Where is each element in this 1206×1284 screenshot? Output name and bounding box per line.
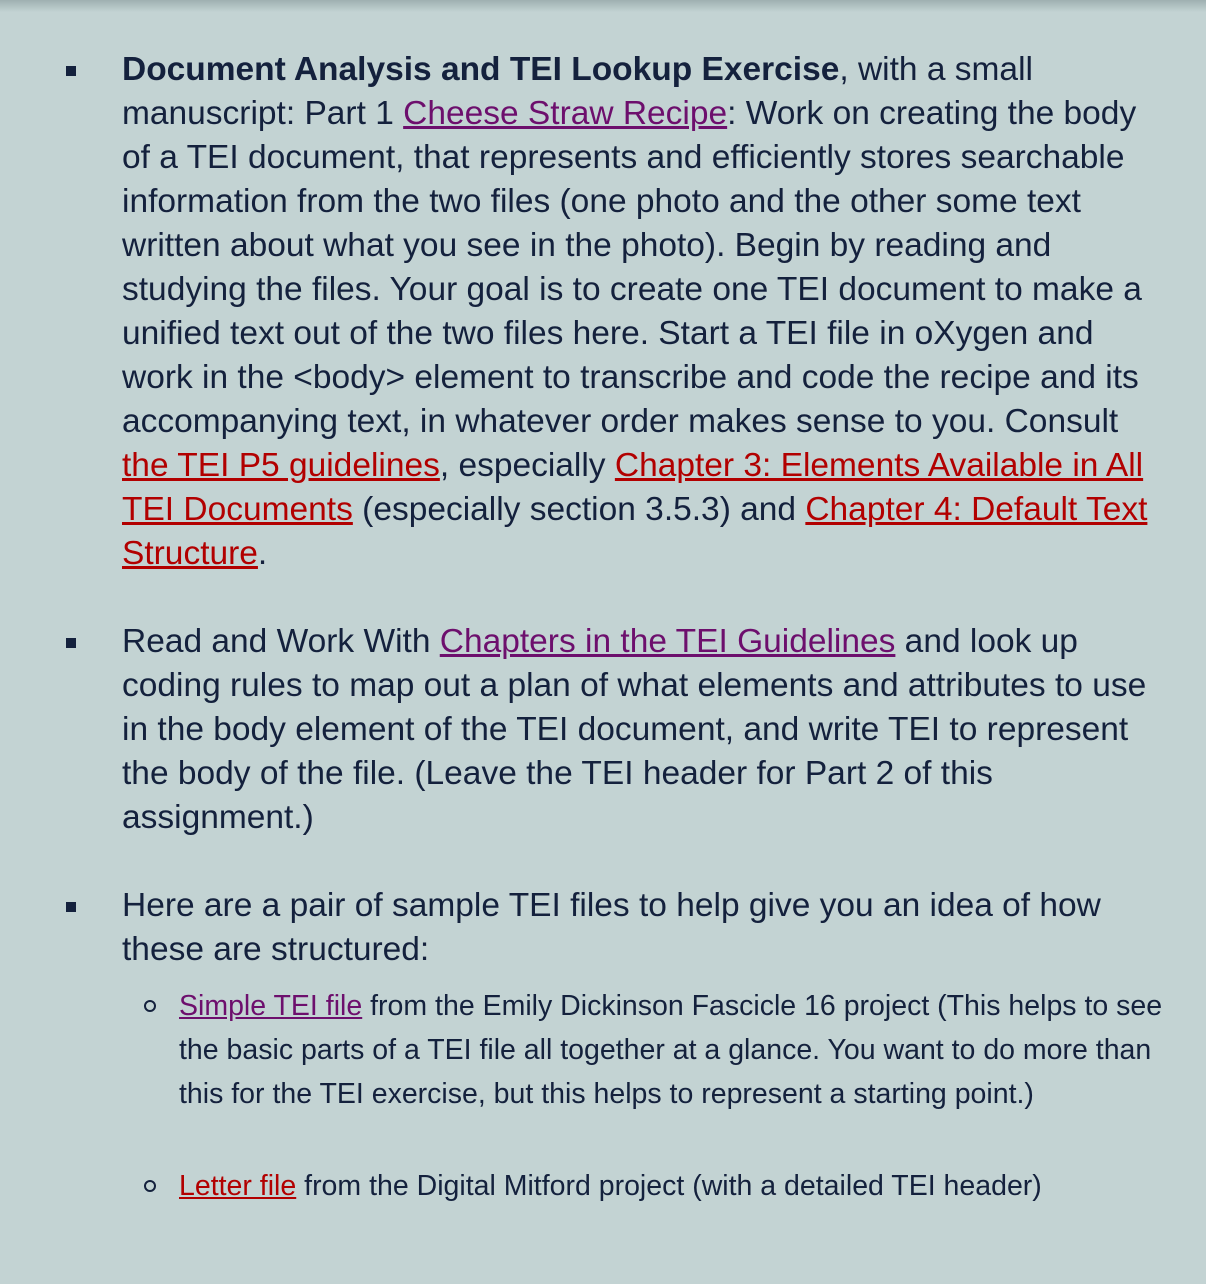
circle-bullet-icon [144, 1180, 156, 1192]
text-segment: Read and Work With [122, 623, 440, 660]
top-shadow [0, 0, 1206, 12]
sub-item-simple-tei [179, 984, 1169, 1116]
letter-file-link[interactable]: Letter file [179, 1170, 297, 1202]
list-item-text [122, 48, 1162, 576]
text-segment: from the Digital Mitford project (with a detailed TEI header) [296, 1170, 1042, 1202]
text-segment: and look up coding rules to map out a plan of what elements and attributes to use in the body element of the TEI document, and write TEI to represent the body of the file. (Leave the TEI header for Part 2 of this assignment.) [122, 623, 1147, 836]
list-item-sample-files [122, 884, 1162, 972]
square-bullet-icon [66, 66, 76, 76]
list-item-text [122, 620, 1162, 840]
square-bullet-icon [66, 638, 76, 648]
cheese-straw-recipe-link[interactable]: Cheese Straw Recipe [403, 95, 728, 132]
tei-p5-guidelines-link[interactable]: the TEI P5 guidelines [122, 447, 440, 484]
exercise-title: Document Analysis and TEI Lookup Exercise [122, 51, 840, 88]
text-segment: , especially [439, 447, 615, 484]
text-segment: , with a small manuscript: Part 1 [122, 51, 1033, 132]
simple-tei-file-link[interactable]: Simple TEI file [179, 990, 363, 1022]
chapter-3-link[interactable]: Chapter 3: Elements Available in All TEI Documents [122, 447, 1144, 528]
text-segment: . [257, 535, 268, 572]
list-item-read-and-work [122, 620, 1162, 840]
square-bullet-icon [66, 902, 76, 912]
text-segment: (especially section 3.5.3) and [352, 491, 806, 528]
list-item-document-analysis [122, 48, 1162, 576]
chapter-4-link[interactable]: Chapter 4: Default Text Structure [122, 491, 1148, 572]
text-segment: from the Emily Dickinson Fascicle 16 project (This helps to see the basic parts of a TEI file all together at a glance. You want to do more than this for the TEI exercise, but this helps to represent a starting point.) [179, 990, 1163, 1110]
text-segment: : Work on creating the body of a TEI document, that represents and efficiently stores searchable information from the two files (one photo and the other some text written about what you see in the photo). Begin by reading and studying the files. Your goal is to create one TEI document to make a unified text out of the two files here. Start a TEI file in oXygen and work in the <body> element to transcribe and code the recipe and its accompanying text, in whatever order makes sense to you. Consult [122, 95, 1142, 440]
list-item-text: Here are a pair of sample TEI files to help give you an idea of how these are structured: [122, 887, 1101, 968]
sub-item-letter-file [179, 1164, 1169, 1208]
circle-bullet-icon [144, 1000, 156, 1012]
chapters-tei-guidelines-link[interactable]: Chapters in the TEI Guidelines [439, 623, 896, 660]
